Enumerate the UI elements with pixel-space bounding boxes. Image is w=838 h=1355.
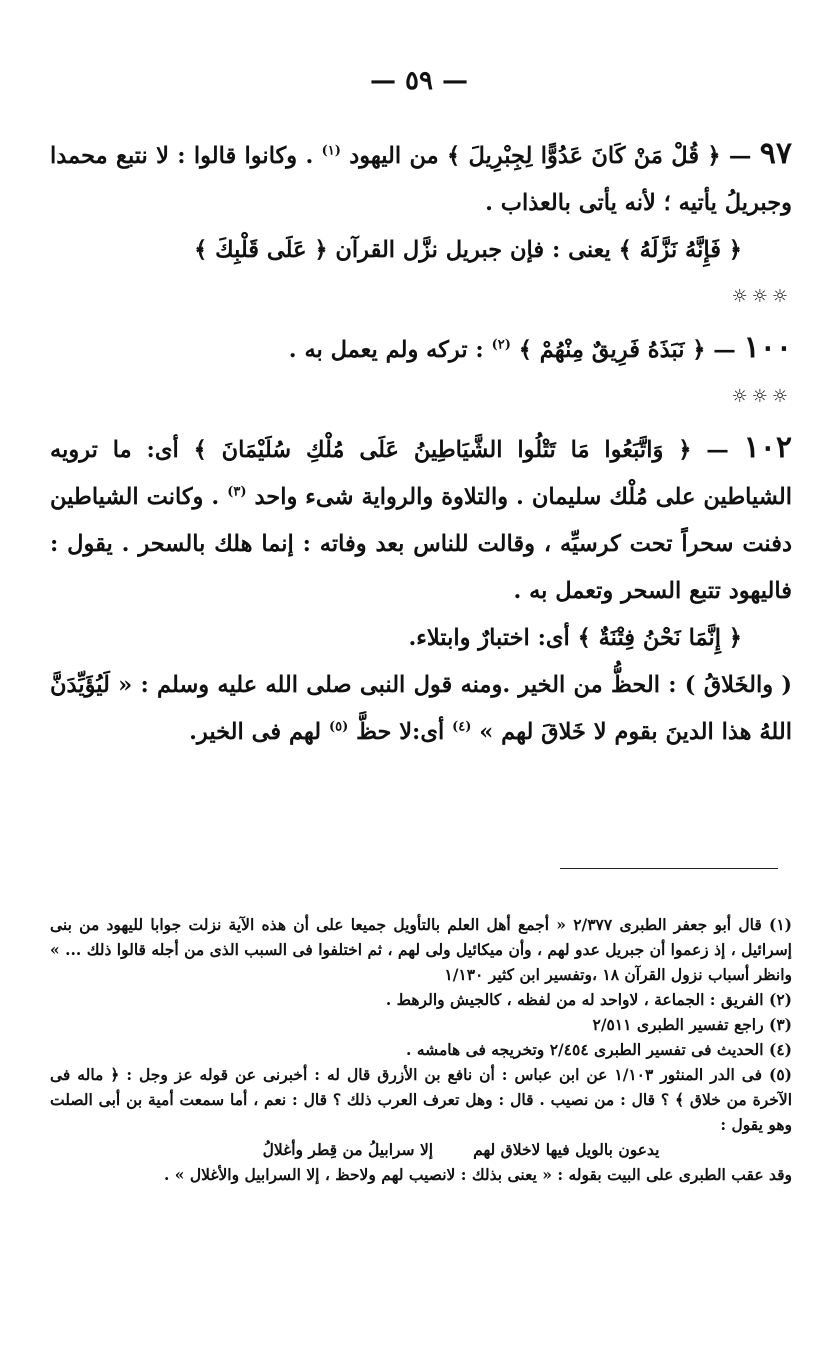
verse-number: ١٠٢ <box>743 430 792 465</box>
fitna-paragraph: ﴿ إِنَّمَا نَحْنُ فِتْنَةٌ ﴾ أى: اختبارٌ وابتلاء. <box>408 625 742 651</box>
footnote-1: (١) قال أبو جعفر الطبرى ٢/٣٧٧ « أجمع أهل العلم بالتأويل جميعا على أن هذه الآية نزلت جوابا لليهود من بنى إسرائيل ، إذ زعموا أن جبريل عدو لهم ، وأن ميكائيل ولى لهم ، ثم اختلفوا فى السبب الذى من أجله قالوا ذلك ... » وانظر أسباب نزول القرآن ١٨ ،وتفسير ابن كثير ١/١٣٠ <box>50 915 792 984</box>
footnote-ref: (٥) <box>328 719 349 735</box>
footnote-ref: (٤) <box>452 719 472 735</box>
commentary: أى:لا حظَّ <box>356 719 445 745</box>
commentary: لهم فى الخير. <box>189 719 322 745</box>
footnote-3: (٣) راجع تفسير الطبرى ٢/٥١١ <box>592 1015 792 1034</box>
poem-verse <box>50 1137 792 1162</box>
khalaq-paragraph <box>50 662 792 756</box>
footnote-2: (٢) الفريق : الجماعة ، لاواحد له من لفظه ، كالجيش والرهط . <box>385 990 792 1009</box>
poem-first-hemistich: يدعون بالويل فيها لاخلاق لهم <box>473 1140 660 1159</box>
section-divider: ☼☼☼ <box>731 286 792 307</box>
verse-102-paragraph <box>50 424 792 615</box>
poem-second-hemistich: إلا سرابيلُ من قِطر وأغلالُ <box>262 1140 434 1159</box>
commentary: ( والخَلاقُ ) : الحظُّ من الخير .ومنه قول النبى صلى الله عليه وسلم : « لَيُؤَيِّدَنَّ اللهُ هذا الدينَ بقوم لا خَلاقَ لهم » <box>50 672 792 745</box>
verse-text: — ﴿ نَبَذَهُ فَرِيقٌ مِنْهُمْ ﴾ <box>518 337 736 363</box>
footnote-ref: (١) <box>321 143 341 159</box>
verse-97-paragraph <box>50 130 792 227</box>
footnote-divider <box>560 868 778 869</box>
footnote-ref: (٢) <box>491 337 511 353</box>
main-text <box>50 130 792 756</box>
footnote-4: (٤) الحديث فى تفسير الطبرى ٢/٤٥٤ وتخريجه فى هامشه . <box>406 1040 792 1059</box>
footnotes <box>50 912 792 1187</box>
footnote-5-conclusion: وقد عقب الطبرى على البيت بقوله : « يعنى بذلك : لانصيب لهم ولاحظ ، إلا السرابيل والأغلال » . <box>163 1165 792 1184</box>
verse-number: ١٠٠ <box>743 330 792 365</box>
section-divider: ☼☼☼ <box>731 386 792 407</box>
verse-text: — ﴿ وَاتَّبَعُوا مَا تَتْلُوا الشَّيَاطِينُ عَلَى مُلْكِ سُلَيْمَانَ ﴾ أى: ما ترويه الشياطين على مُلْك سليمان . والتلاوة والرواية شىء واحد <box>50 437 792 510</box>
commentary: . وكانوا قالوا : لا نتبع محمدا وجبريلُ يأتيه ؛ لأنه يأتى بالعذاب . <box>50 143 792 216</box>
commentary: . وكانت الشياطين دفنت سحراً تحت كرسيِّه ، وقالت للناس بعد وفاته : إنما هلك بالسحر . يقول : فاليهود تتبع السحر وتعمل به . <box>50 484 792 604</box>
verse-number: ٩٧ <box>759 136 792 171</box>
verse-100-paragraph <box>50 324 792 374</box>
page-number: — ٥٩ — <box>369 66 469 96</box>
footnote-5: (٥) فى الدر المنثور ١/١٠٣ عن ابن عباس : أن نافع بن الأزرق قال له : أخبرنى عن قوله عز وجل : ﴿ ماله فى الآخرة من خلاق ﴾ ؟ قال : من نصيب . قال : وهل تعرف العرب ذلك ؟ قال : نعم ، أما سمعت أمية بن أبى الصلت وهو يقول : <box>50 1065 792 1134</box>
commentary: : تركه ولم يعمل به . <box>288 337 484 363</box>
footnote-ref: (٣) <box>227 484 247 500</box>
verse-text: — ﴿ قُلْ مَنْ كَانَ عَدُوًّا لِجِبْرِيلَ ﴾ من اليهود <box>349 143 752 169</box>
verse-97-continuation: ﴿ فَإِنَّهُ نَزَّلَهُ ﴾ يعنى : فإن جبريل نزَّل القرآن ﴿ عَلَى قَلْبِكَ ﴾ <box>194 237 742 263</box>
